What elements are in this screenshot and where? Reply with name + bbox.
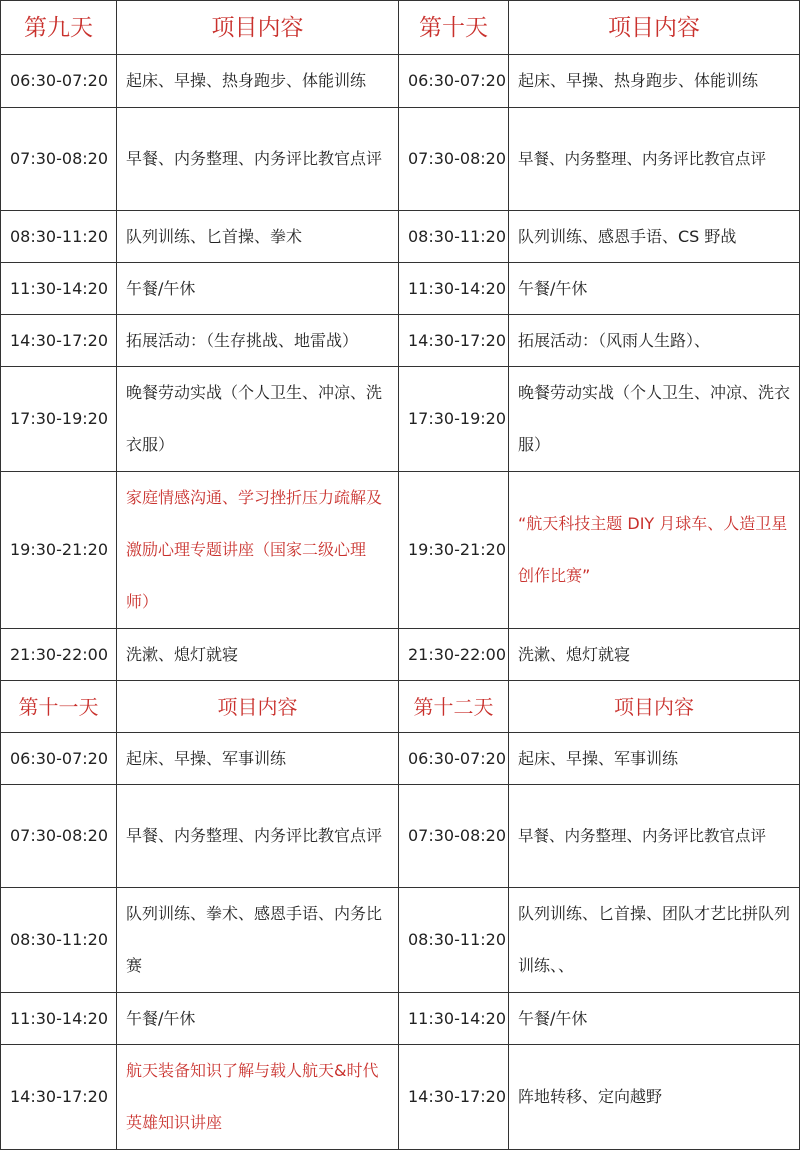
content-cell: 洗漱、熄灯就寝 [509,629,800,681]
time-cell: 06:30-07:20 [1,733,117,785]
content-cell: 早餐、内务整理、内务评比教官点评 [117,785,399,888]
header-row [1,1,800,55]
content-cell: 起床、早操、热身跑步、体能训练 [509,55,800,108]
content-cell: 队列训练、感恩手语、CS 野战 [509,211,800,263]
table-row [1,1045,800,1150]
content-segment: 定向越野 [598,1087,663,1106]
content-cell: 午餐/午休 [117,993,399,1045]
content-cell: 拓展活动：（生存挑战、地雷战） [117,315,399,367]
header-row [1,681,800,733]
table-row [1,367,800,472]
content-header: 项目内容 [509,681,800,733]
table-row [1,55,800,108]
time-cell: 11:30-14:20 [399,993,509,1045]
content-cell: 午餐/午休 [117,263,399,315]
table-row [1,888,800,993]
aerospace-lecture-cell: 航天装备知识了解与载人航天&时代英雄知识讲座 [117,1045,399,1150]
time-cell: 08:30-11:20 [399,211,509,263]
time-cell: 17:30-19:20 [1,367,117,472]
time-cell: 11:30-14:20 [399,263,509,315]
table-row [1,472,800,629]
table-row [1,211,800,263]
content-cell: 队列训练、拳术、感恩手语、内务比赛 [117,888,399,993]
time-cell: 08:30-11:20 [1,888,117,993]
time-cell: 06:30-07:20 [399,55,509,108]
content-header: 项目内容 [117,1,399,55]
content-cell: 队列训练、匕首操、团队才艺比拼队列训练、、 [509,888,800,993]
time-cell: 17:30-19:20 [399,367,509,472]
time-cell: 06:30-07:20 [1,55,117,108]
time-cell: 07:30-08:20 [1,785,117,888]
day-header: 第九天 [1,1,117,55]
content-cell [509,1045,800,1150]
table-row [1,263,800,315]
time-cell: 08:30-11:20 [1,211,117,263]
table-row [1,629,800,681]
table-row [1,785,800,888]
day-header: 第十一天 [1,681,117,733]
time-cell: 07:30-08:20 [1,108,117,211]
time-cell: 14:30-17:20 [399,1045,509,1150]
time-cell: 08:30-11:20 [399,888,509,993]
time-cell: 06:30-07:20 [399,733,509,785]
day-header: 第十天 [399,1,509,55]
time-cell: 19:30-21:20 [399,472,509,629]
time-cell: 07:30-08:20 [399,785,509,888]
time-cell: 14:30-17:20 [399,315,509,367]
content-cell: 队列训练、匕首操、拳术 [117,211,399,263]
time-cell: 21:30-22:00 [399,629,509,681]
content-header: 项目内容 [117,681,399,733]
time-cell: 21:30-22:00 [1,629,117,681]
content-cell: 起床、早操、军事训练 [117,733,399,785]
time-cell: 19:30-21:20 [1,472,117,629]
content-cell: 晚餐劳动实战（个人卫生、冲凉、洗衣服） [117,367,399,472]
content-cell: 洗漱、熄灯就寝 [117,629,399,681]
content-header: 项目内容 [509,1,800,55]
content-cell: 早餐、内务整理、内务评比教官点评 [509,785,800,888]
content-segment: 阵地转移、 [518,1087,599,1106]
diy-competition-cell: “航天科技主题 DIY 月球车、人造卫星创作比赛” [509,472,800,629]
table-row [1,733,800,785]
table-row [1,315,800,367]
content-cell: 早餐、内务整理、内务评比教官点评 [509,108,800,211]
time-cell: 11:30-14:20 [1,993,117,1045]
content-cell: 拓展活动：（风雨人生路）、 [509,315,800,367]
content-cell: 午餐/午休 [509,993,800,1045]
time-cell: 14:30-17:20 [1,315,117,367]
content-cell: 晚餐劳动实战（个人卫生、冲凉、洗衣服） [509,367,800,472]
content-cell: 起床、早操、热身跑步、体能训练 [117,55,399,108]
table-row [1,108,800,211]
time-cell: 14:30-17:20 [1,1045,117,1150]
day-header: 第十二天 [399,681,509,733]
time-cell: 11:30-14:20 [1,263,117,315]
content-cell: 起床、早操、军事训练 [509,733,800,785]
table-row [1,993,800,1045]
content-cell: 午餐/午休 [509,263,800,315]
time-cell: 07:30-08:20 [399,108,509,211]
lecture-content-cell: 家庭情感沟通、学习挫折压力疏解及激励心理专题讲座（国家二级心理师） [117,472,399,629]
content-cell: 早餐、内务整理、内务评比教官点评 [117,108,399,211]
